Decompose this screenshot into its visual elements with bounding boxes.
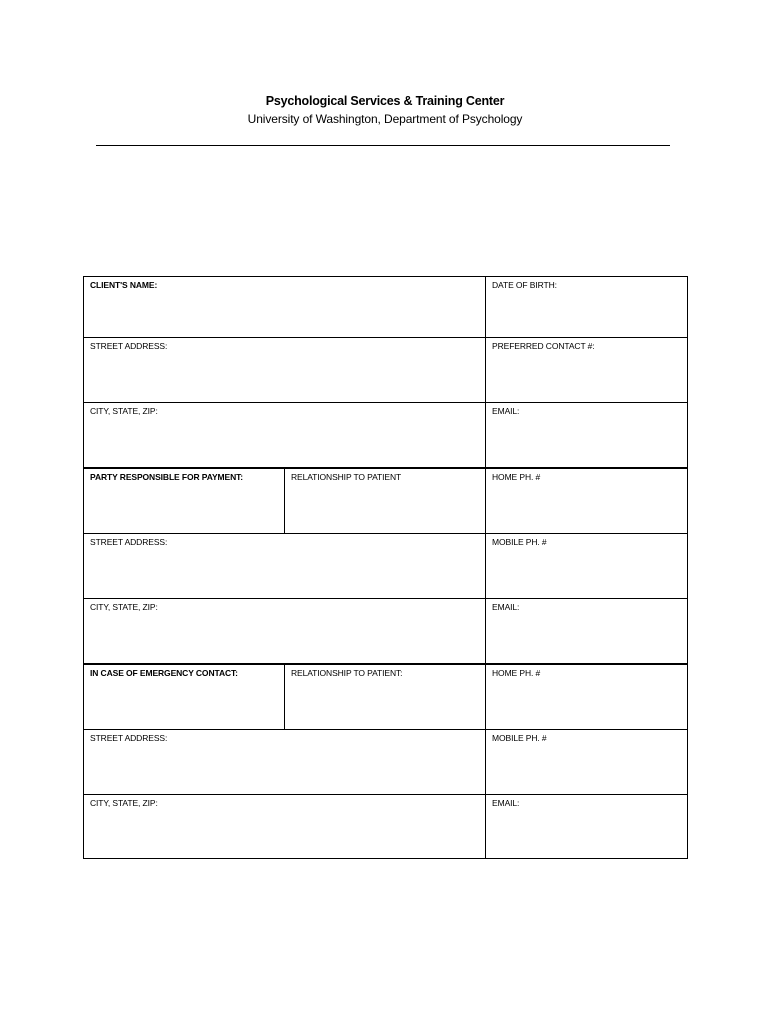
payment-relationship-label: RELATIONSHIP TO PATIENT [291,472,402,482]
payment-street-row [84,534,688,599]
client-city-field[interactable] [84,403,486,469]
emergency-street-field[interactable] [84,730,486,795]
client-name-row [84,277,688,338]
intake-form-table [83,276,688,859]
payment-party-row [84,468,688,534]
page-subtitle: University of Washington, Department of Psychology [247,112,523,126]
emergency-city-row [84,795,688,859]
emergency-mobile-phone-field[interactable] [486,730,688,795]
payment-email-label: EMAIL: [492,602,520,612]
payment-city-label: CITY, STATE, ZIP: [90,602,158,612]
client-street-field[interactable] [84,338,486,403]
emergency-city-field[interactable] [84,795,486,859]
emergency-street-label: STREET ADDRESS: [90,733,168,743]
client-preferred-contact-label: PREFERRED CONTACT #: [492,341,595,351]
payment-city-field[interactable] [84,599,486,665]
emergency-email-field[interactable] [486,795,688,859]
client-city-label: CITY, STATE, ZIP: [90,406,158,416]
emergency-city-label: CITY, STATE, ZIP: [90,798,158,808]
emergency-mobile-phone-label: MOBILE PH. # [492,733,547,743]
emergency-street-row [84,730,688,795]
payment-relationship-field[interactable] [285,468,486,534]
payment-email-field[interactable] [486,599,688,665]
client-preferred-contact-field[interactable] [486,338,688,403]
client-dob-field[interactable] [486,277,688,338]
payment-home-phone-field[interactable] [486,468,688,534]
client-name-label: CLIENT'S NAME: [90,280,158,290]
payment-party-label: PARTY RESPONSIBLE FOR PAYMENT: [90,472,244,482]
client-dob-label: DATE OF BIRTH: [492,280,557,290]
emergency-relationship-field[interactable] [285,664,486,730]
emergency-contact-row [84,664,688,730]
payment-mobile-phone-field[interactable] [486,534,688,599]
header-divider [96,145,670,146]
client-email-field[interactable] [486,403,688,469]
payment-city-row [84,599,688,665]
client-name-field[interactable] [84,277,486,338]
emergency-home-phone-field[interactable] [486,664,688,730]
payment-street-field[interactable] [84,534,486,599]
client-email-label: EMAIL: [492,406,520,416]
payment-mobile-phone-label: MOBILE PH. # [492,537,547,547]
client-street-row [84,338,688,403]
payment-street-label: STREET ADDRESS: [90,537,168,547]
emergency-home-phone-label: HOME PH. # [492,668,541,678]
client-street-label: STREET ADDRESS: [90,341,168,351]
emergency-contact-field[interactable] [84,664,285,730]
page-title: Psychological Services & Training Center [265,94,505,108]
payment-party-field[interactable] [84,468,285,534]
payment-home-phone-label: HOME PH. # [492,472,541,482]
emergency-email-label: EMAIL: [492,798,520,808]
document-header [0,93,770,127]
emergency-relationship-label: RELATIONSHIP TO PATIENT: [291,668,403,678]
emergency-contact-label: IN CASE OF EMERGENCY CONTACT: [90,668,238,678]
client-city-row [84,403,688,469]
